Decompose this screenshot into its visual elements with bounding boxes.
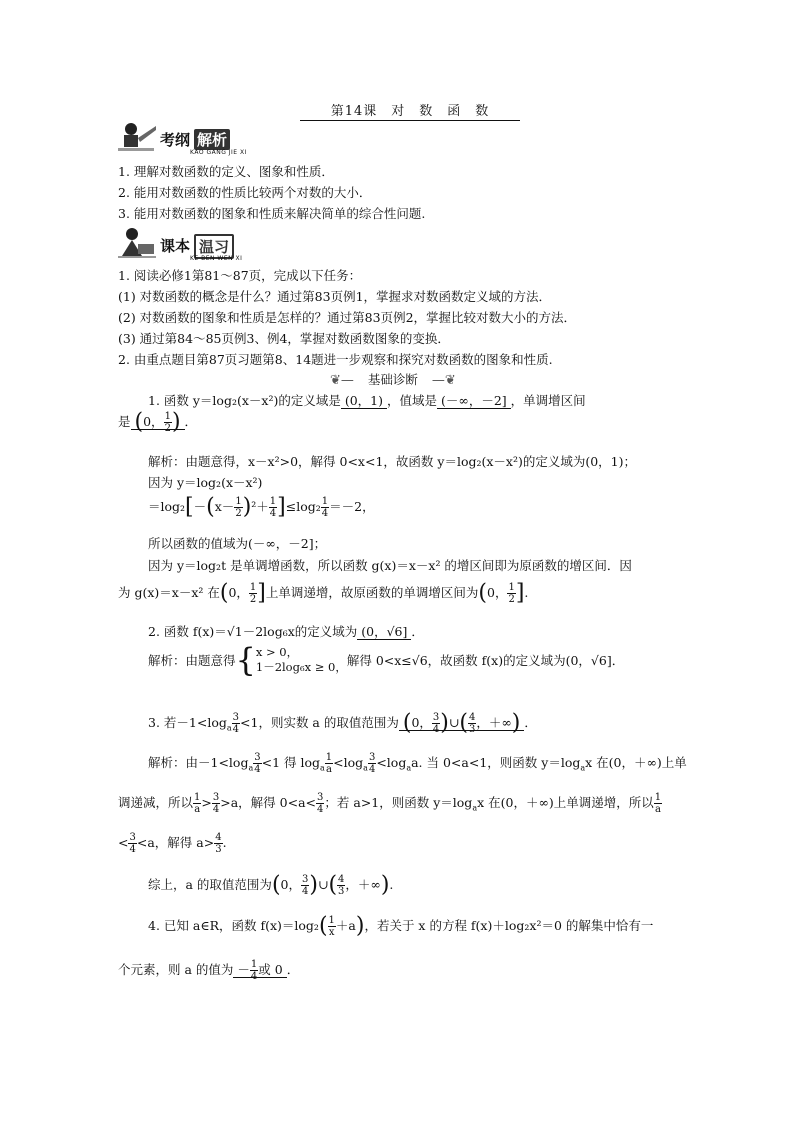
reader-figure-icon <box>118 120 158 154</box>
review-banner-title: 课本 <box>160 237 191 255</box>
q3-solution-2: 调递减，所以 $\frac{1}{a}$ > $\frac{3}{4}$ >a，解得 0<a< $\frac{3}{4}$ ；若 a>1，则函数 $y=\log_ax$ 在(0，＋∞)上单调递增，所以 $\frac{1}{a}$ <box>118 792 662 815</box>
review-item-3: (2) 对数函数的图象和性质是怎样的？通过第83页例2，掌握比较对数大小的方法． <box>118 310 577 325</box>
q1-solution-5: 因为 y＝log₂t 是单调增函数，所以函数 g(x)＝x－x² 的增区间即为原函数的增区间．因 <box>148 558 632 573</box>
q1-answer-range: (－∞，－2] <box>437 393 511 409</box>
page-title: 第14课 对 数 函 数 <box>300 100 520 121</box>
review-item-2: (1) 对数函数的概念是什么？通过第83页例1，掌握求对数函数定义域的方法． <box>118 289 552 304</box>
outline-item-1: 1. 理解对数函数的定义、图象和性质． <box>118 164 334 179</box>
review-banner-box: 温习 <box>194 234 234 259</box>
section-heading <box>330 370 456 388</box>
q3-stem: 3. 若$-1<\log_a$ $\frac{3}{4}$ <1，则实数 a 的取值范围为 (0， $\frac{3}{4}$ )∪( $\frac{4}{3}$ ，＋∞) ． <box>148 710 537 736</box>
left-ornament-icon: ❦— <box>330 373 354 388</box>
right-ornament-icon: —❦ <box>431 373 456 388</box>
outline-banner-title: 考纲 <box>160 131 191 149</box>
review-banner <box>118 226 298 260</box>
q1-stem-line2: 是 (0， $\frac{1}{2}$ ) ． <box>118 409 198 435</box>
review-banner-pinyin: KE BEN WEN XI <box>190 255 243 262</box>
q4-answer: － $\frac{1}{4}$ 或 0 <box>233 962 286 978</box>
q2-stem: 2. 函数 f(x)＝√1－2log₆x的定义域为 (0，√6] ． <box>148 624 424 639</box>
q1-solution-3: ＝log₂[－(x－ $\frac{1}{2}$ )²＋ $\frac{1}{4}$ ]≤log₂ $\frac{1}{4}$ ＝－2， <box>148 494 375 520</box>
q2-solution: 解析：由题意得{ x > 0， 1－2log₆x ≥ 0， 解得 0<x≤√6，故函数 f(x)的定义域为(0，√6]． <box>148 641 625 679</box>
review-item-5: 2. 由重点题目第87页习题第8、14题进一步观察和探究对数函数的图象和性质. <box>118 352 553 367</box>
q4-stem-line2: 个元素，则 a 的值为 － $\frac{1}{4}$ 或 0 ． <box>118 959 300 982</box>
outline-banner-box: 解析 <box>194 129 230 150</box>
q1-stem-line1: 1. 函数 y＝log₂(x－x²)的定义域是 (0，1) ，值域是 (－∞，－2] ，单调增区间 <box>148 393 586 408</box>
review-item-1: 1. 阅读必修1第81～87页，完成以下任务： <box>118 268 362 283</box>
outline-item-2: 2. 能用对数函数的性质比较两个对数的大小． <box>118 185 372 200</box>
q1-solution-2: 因为 y＝log₂(x－x²) <box>148 475 263 490</box>
review-item-4: (3) 通过第84～85页例3、例4，掌握对数函数图象的变换． <box>118 331 450 346</box>
outline-banner <box>118 120 298 154</box>
q1-solution-6: 为 g(x)＝x－x² 在(0， $\frac{1}{2}$ ]上单调递增，故原函数的单调增区间为(0， $\frac{1}{2}$ ]. <box>118 580 529 606</box>
outline-item-3: 3. 能用对数函数的图象和性质来解决简单的综合性问题. <box>118 206 426 221</box>
q4-stem-line1: 4. 已知 a∈R，函数 f(x)＝log₂( $\frac{1}{x}$ ＋a)，若关于 x 的方程 f(x)＋log₂x²＝0 的解集中恰有一 <box>148 913 654 939</box>
outline-banner-pinyin: KAO GANG JIE XI <box>190 149 247 156</box>
reading-figure-icon <box>118 226 158 260</box>
q1-solution-1: 解析：由题意得，x－x²>0，解得 0<x<1，故函数 y＝log₂(x－x²)的定义域为(0，1)； <box>148 454 637 469</box>
q3-conclusion: 综上，a 的取值范围为(0， $\frac{3}{4}$ )∪( $\frac{4}{3}$ ，＋∞). <box>148 872 394 898</box>
q3-answer: (0， $\frac{3}{4}$ )∪( $\frac{4}{3}$ ，＋∞) <box>399 715 524 731</box>
q2-answer: (0，√6] <box>357 624 411 640</box>
q3-solution-3: < $\frac{3}{4}$ <a，解得 a> $\frac{4}{3}$ . <box>118 832 227 855</box>
q1-answer-domain: (0，1) <box>341 393 387 409</box>
q1-answer-increasing: (0， $\frac{1}{2}$ ) <box>131 414 185 430</box>
section-heading-text: 基础诊断 <box>367 372 418 387</box>
q3-solution-1: 解析：由$-1<\log_a$ $\frac{3}{4}$ <1 得 $\log_a$ $\frac{1}{a}$ $<\log_a$ $\frac{3}{4}$ $<\log_aa$. 当 0<a<1，则函数 $y=\log_ax$ 在(0，＋∞)上单 <box>148 752 687 775</box>
q1-solution-4: 所以函数的值域为(－∞，－2]； <box>148 536 327 551</box>
